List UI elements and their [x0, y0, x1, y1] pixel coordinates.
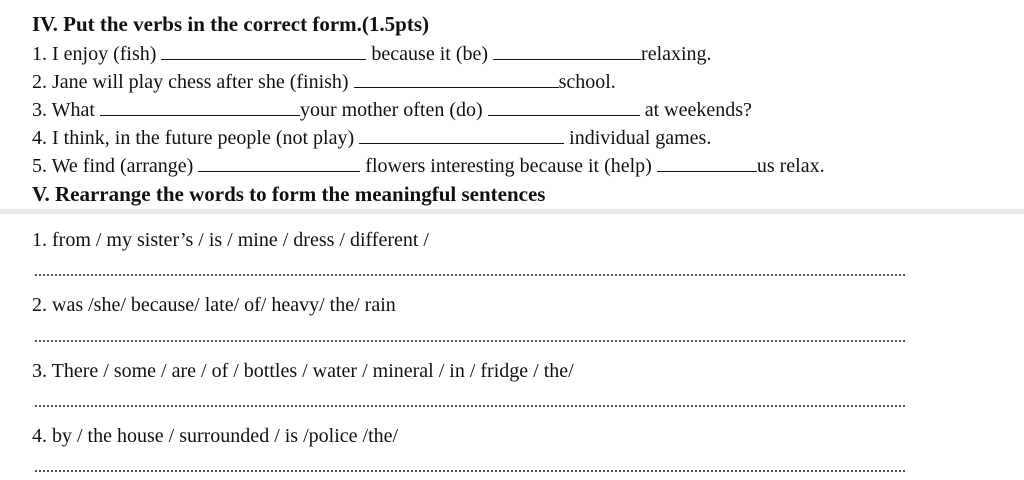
- exercise-4-item-5: 5. We find (arrange) flowers interesting because it (help) us relax.: [32, 155, 825, 177]
- exercise-4-item-2: 2. Jane will play chess after she (finish) school.: [32, 71, 616, 93]
- answer-dotted-line[interactable]: [35, 405, 905, 407]
- cropped-previous-line: [60, 0, 780, 4]
- answer-blank[interactable]: [488, 101, 640, 116]
- answer-blank[interactable]: [657, 157, 757, 172]
- section-5-title: V. Rearrange the words to form the meaningful sentences: [32, 182, 546, 206]
- answer-blank[interactable]: [198, 157, 360, 172]
- exercise-5-item-3: 3. There / some / are / of / bottles / water / mineral / in / fridge / the/: [32, 360, 574, 382]
- exercise-5-item-1: 1. from / my sister’s / is / mine / dress / different /: [32, 229, 429, 251]
- exercise-4-item-3: 3. What your mother often (do) at weekends?: [32, 99, 752, 121]
- answer-dotted-line[interactable]: [35, 470, 905, 472]
- answer-blank[interactable]: [161, 45, 366, 60]
- answer-blank[interactable]: [493, 45, 641, 60]
- section-divider: [0, 209, 1024, 214]
- exercise-4-item-1: 1. I enjoy (fish) because it (be) relaxing.: [32, 43, 712, 65]
- section-4-title: IV. Put the verbs in the correct form.(1.5pts): [32, 12, 429, 36]
- exercise-4-item-4: 4. I think, in the future people (not play) individual games.: [32, 127, 712, 149]
- answer-blank[interactable]: [100, 101, 300, 116]
- answer-blank[interactable]: [354, 73, 559, 88]
- answer-blank[interactable]: [359, 129, 564, 144]
- exercise-5-item-2: 2. was /she/ because/ late/ of/ heavy/ the/ rain: [32, 294, 396, 316]
- answer-dotted-line[interactable]: [35, 340, 905, 342]
- exercise-5-item-4: 4. by / the house / surrounded / is /police /the/: [32, 425, 399, 447]
- answer-dotted-line[interactable]: [35, 274, 905, 276]
